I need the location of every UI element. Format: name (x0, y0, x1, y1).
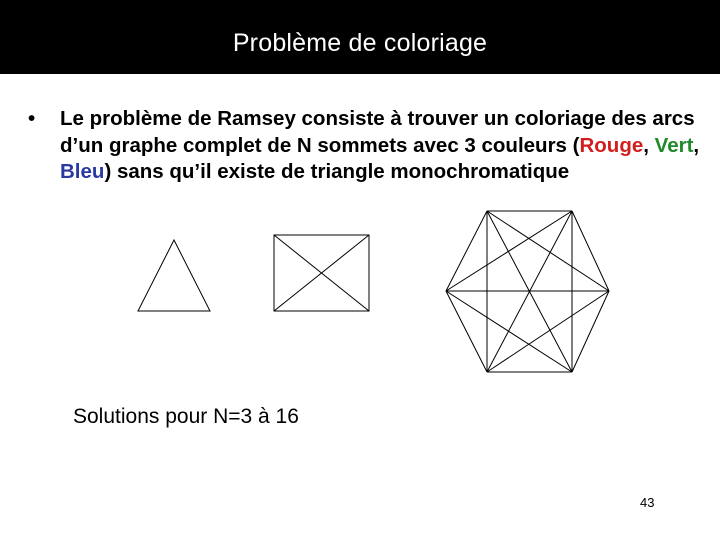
k6-edge-14 (446, 291, 487, 372)
complete-graph-k4 (274, 235, 369, 311)
page-number: 43 (640, 495, 655, 510)
k6-edge-7 (487, 211, 572, 372)
color-word-bleu: Bleu (60, 160, 105, 183)
k6-edge-10 (487, 291, 609, 372)
k6-edge-1 (487, 211, 609, 291)
k6-edge-13 (446, 291, 572, 372)
k6-edge-4 (446, 211, 487, 291)
separator-2: , (693, 133, 700, 157)
square-diagonal-1 (274, 235, 369, 311)
square-diagonal-2 (274, 235, 369, 311)
color-word-rouge: Rouge (579, 133, 644, 157)
bullet-item (28, 106, 708, 186)
k6-edge-2 (487, 211, 572, 372)
complete-graph-k6 (446, 211, 609, 372)
complete-graph-k3 (138, 240, 210, 311)
slide-title: Problème de coloriage (232, 28, 488, 57)
color-word-vert: Vert (654, 133, 694, 157)
k6-edge-9 (572, 291, 609, 372)
title-bar (0, 0, 720, 74)
k6-edge-8 (446, 211, 572, 291)
bullet-text-after: ) sans qu’il existe de triangle monochromatique (104, 160, 570, 183)
bullet-marker: • (28, 107, 36, 130)
bullet-text-before: Le problème de Ramsey consiste à trouver un coloriage des arcs d’un graphe complet de N sommets avec 3 couleurs ( (60, 107, 695, 157)
triangle-edges (138, 240, 210, 311)
square-edges (274, 235, 369, 311)
bullet-text (60, 106, 708, 186)
k6-edge-5 (572, 211, 609, 291)
separator-1: , (643, 133, 655, 157)
figure-caption: Solutions pour N=3 à 16 (73, 405, 299, 428)
